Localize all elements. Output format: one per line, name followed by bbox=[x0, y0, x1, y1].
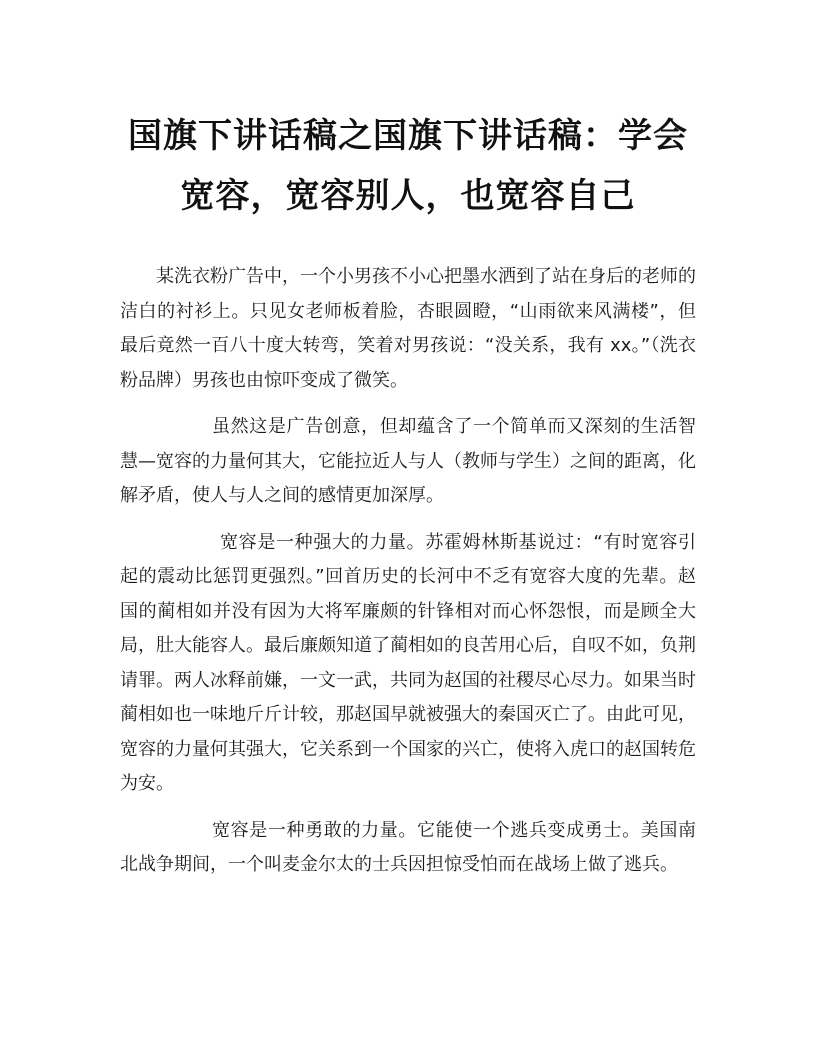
paragraph-1: 某洗衣粉广告中，一个小男孩不小心把墨水洒到了站在身后的老师的洁白的衬衫上。只见女老师板着脸，杏眼圆瞪，“山雨欲来风满楼”，但最后竟然一百八十度大转弯，笑着对男孩说：“没关系，我有 xx。”（洗衣粉品牌）男孩也由惊吓变成了微笑。 bbox=[120, 266, 696, 391]
document-body bbox=[120, 260, 696, 883]
paragraph-3: 宽容是一种强大的力量。苏霍姆林斯基说过：“有时宽容引起的震动比惩罚更强烈。”回首历史的长河中不乏有宽容大度的先辈。赵国的蔺相如并没有因为大将军廉颇的针锋相对而心怀怨恨，而是顾全大局，肚大能容人。最后廉颇知道了蔺相如的良苦用心后，自叹不如，负荆请罪。两人冰释前嫌，一文一武，共同为赵国的社稷尽心尽力。如果当时蔺相如也一味地斤斤计较，那赵国早就被强大的秦国灭亡了。由此可见，宽容的力量何其强大，它关系到一个国家的兴亡，使将入虎口的赵国转危为安。 bbox=[120, 531, 696, 794]
paragraph-4: 宽容是一种勇敢的力量。它能使一个逃兵变成勇士。美国南北战争期间，一个叫麦金尔太的士兵因担惊受怕而在战场上做了逃兵。 bbox=[120, 819, 696, 875]
paragraph-2: 虽然这是广告创意，但却蕴含了一个简单而又深刻的生活智慧—宽容的力量何其大，它能拉近人与人（教师与学生）之间的距离，化解矛盾，使人与人之间的感情更加深厚。 bbox=[120, 416, 696, 506]
document-title: 国旗下讲话稿之国旗下讲话稿：学会宽容，宽容别人，也宽容自己 bbox=[128, 116, 688, 216]
